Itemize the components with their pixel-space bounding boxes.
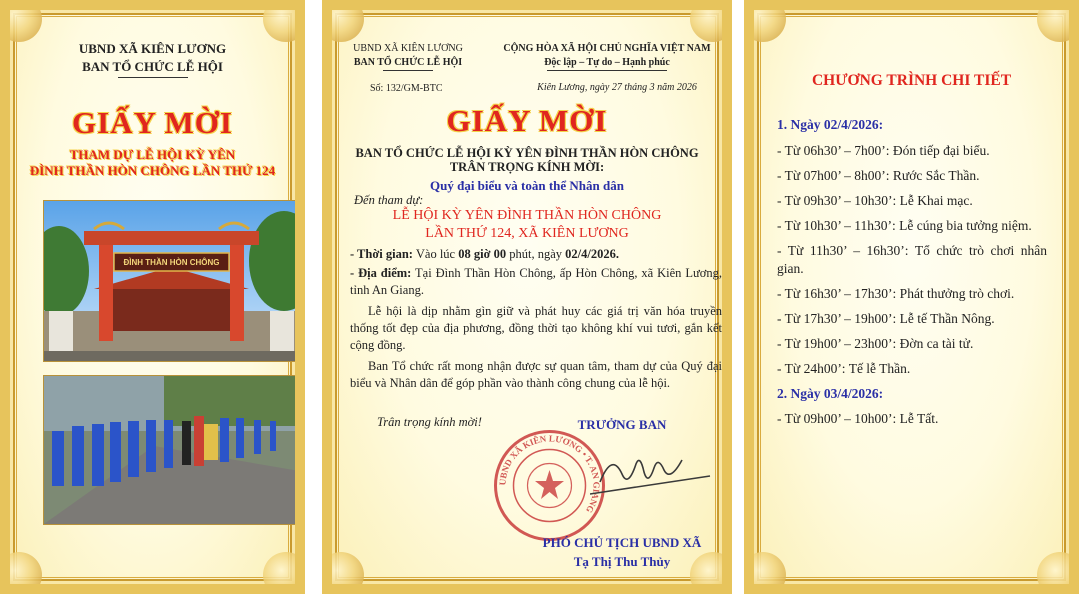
closing-line: Trân trọng kính mời! [377, 415, 482, 429]
paragraph-purpose: Lễ hội là dịp nhằm gìn giữ và phát huy các giá trị văn hóa truyền thống tốt đẹp của địa phương, đồng thời tạo không khí vui tươi, gắn kết cộng đồng. [350, 304, 722, 352]
gate-sign-text: ĐÌNH THẦN HÒN CHÔNG [123, 258, 220, 267]
place-date: Kiên Lương, ngày 27 tháng 3 năm 2026 [537, 82, 697, 93]
document-number: Số: 132/GM-BTC [370, 83, 443, 94]
gold-ornament [1037, 552, 1079, 594]
program-panel [744, 0, 1079, 594]
gold-ornament [322, 0, 364, 42]
schedule-item: - Từ 06h30’ – 7h00’: Đón tiếp đại biểu. [777, 143, 990, 158]
invite-committee: BAN TỔ CHỨC LỄ HỘI KỲ YÊN ĐÌNH THẦN HÒN CHÔNG [355, 146, 699, 160]
schedule-item: - Từ 07h00’ – 8h00’: Rước Sắc Thần. [777, 168, 980, 183]
schedule-item: - Từ 16h30’ – 17h30’: Phát thưởng trò chơi. [777, 286, 1015, 301]
header-org: UBND XÃ KIÊN LƯƠNG [353, 43, 463, 54]
gold-ornament [322, 552, 364, 594]
schedule-item: - Từ 24h00’: Tế lễ Thần. [777, 361, 911, 376]
national-motto: Độc lập – Tự do – Hạnh phúc [544, 57, 670, 68]
cover-panel [0, 0, 305, 594]
schedule-item: - Từ 09h00’ – 10h00’: Lễ Tất. [777, 411, 939, 426]
gold-ornament [263, 552, 305, 594]
signer-name: Tạ Thị Thu Thủy [573, 554, 671, 569]
gold-ornament [0, 552, 42, 594]
gold-ornament [690, 0, 732, 42]
invitation-title: GIẤY MỜI [446, 103, 608, 138]
cover-subtitle-2: ĐÌNH THẦN HÒN CHÔNG LẦN THỨ 124 [29, 163, 276, 178]
signer-title: PHÓ CHỦ TỊCH UBND XÃ [542, 535, 702, 550]
temple-gate-photo [43, 200, 300, 362]
signature [590, 442, 720, 502]
temple-illustration [44, 201, 299, 361]
place-line: - Địa điểm: Tại Đình Thần Hòn Chông, ấp Hòn Chông, xã Kiên Lương, tỉnh An Giang. [350, 266, 722, 297]
program-title: CHƯƠNG TRÌNH CHI TIẾT [811, 72, 1012, 89]
procession-photo [43, 375, 300, 525]
gold-ornament [744, 552, 786, 594]
event-name-1: LỄ HỘI KỲ YÊN ĐÌNH THẦN HÒN CHÔNG [392, 208, 662, 223]
day-2-heading: 2. Ngày 03/4/2026: [777, 386, 884, 401]
divider [547, 70, 667, 71]
attend-label: Đến tham dự: [354, 193, 424, 207]
day-1-heading: 1. Ngày 02/4/2026: [777, 117, 884, 132]
paragraph-thanks: Ban Tổ chức rất mong nhận được sự quan tâm, tham dự của Quý đại biểu và Nhân dân để góp phần vào thành công chung của lễ hội. [350, 359, 722, 390]
org-name: UBND XÃ KIÊN LƯƠNG [78, 41, 227, 56]
invitation-title: GIẤY MỜI [72, 105, 233, 140]
cover-subtitle-1: THAM DỰ LỄ HỘI KỲ YÊN [69, 147, 236, 162]
svg-text:UBND XÃ KIÊN LƯƠNG • T. AN GIA: UBND XÃ KIÊN LƯƠNG • T. AN GIANG [497, 433, 602, 515]
gold-ornament [744, 0, 786, 42]
guest-line: Quý đại biểu và toàn thể Nhân dân [430, 178, 624, 193]
head-title: TRƯỞNG BAN [577, 417, 667, 432]
procession-illustration [44, 376, 299, 524]
gold-ornament [263, 0, 305, 42]
schedule-item: - Từ 09h30’ – 10h30’: Lễ Khai mạc. [777, 193, 973, 208]
national-title: CỘNG HÒA XÃ HỘI CHỦ NGHĨA VIỆT NAM [503, 43, 711, 54]
org-committee: BAN TỔ CHỨC LỄ HỘI [82, 59, 223, 74]
divider [383, 70, 433, 71]
schedule-item: - Từ 19h00’ – 23h00’: Đờn ca tài tử. [777, 336, 974, 351]
schedule-item: - Từ 17h30’ – 19h00’: Lễ tế Thần Nông. [777, 311, 995, 326]
gold-ornament [1037, 0, 1079, 42]
schedule-item: - Từ 11h30’ – 16h30’: Tổ chức trò chơi nhân gian. [777, 243, 1047, 276]
event-name-2: LẦN THỨ 124, XÃ KIÊN LƯƠNG [425, 226, 629, 241]
header-committee: BAN TỔ CHỨC LỄ HỘI [353, 57, 463, 68]
invitation-panel [322, 0, 732, 594]
gold-ornament [0, 0, 42, 42]
divider [118, 77, 188, 78]
time-line: - Thời gian: Vào lúc 08 giờ 00 phút, ngày 02/4/2026. [350, 247, 619, 261]
schedule-item: - Từ 10h30’ – 11h30’: Lễ cúng bia tưởng niệm. [777, 218, 1032, 233]
invite-respectfully: TRÂN TRỌNG KÍNH MỜI: [449, 160, 605, 174]
